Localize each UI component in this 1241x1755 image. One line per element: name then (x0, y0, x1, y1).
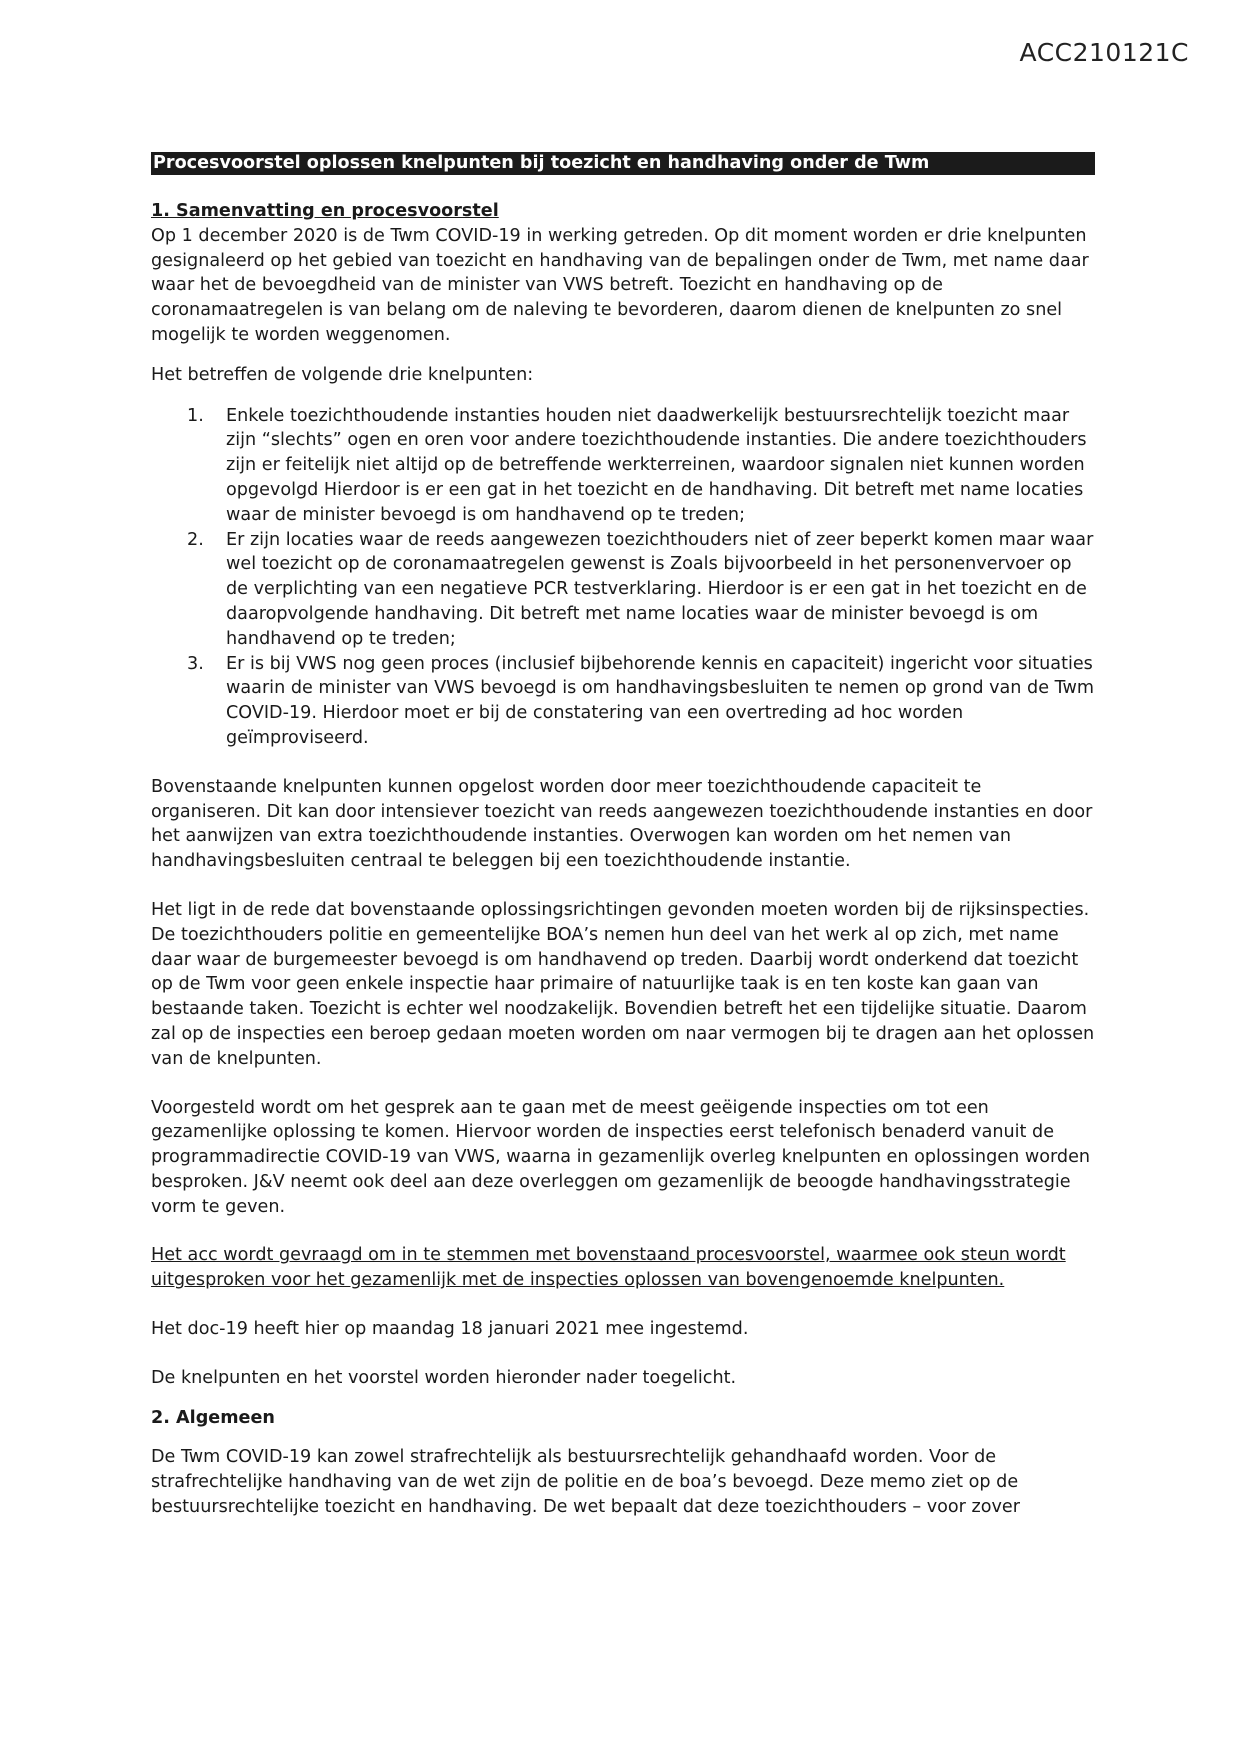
list-item (151, 528, 1095, 652)
document-body (151, 152, 1095, 1520)
paragraph-solution: Bovenstaande knelpunten kunnen opgelost worden door meer toezichthoudende capaciteit te organiseren. Dit kan door intensiever toezicht van reeds aangewezen toezichthoudende instanties en door het aanwijzen van extra toezichthoudende instanties. Overwogen kan worden om het nemen van handhavingsbesluiten centraal te beleggen bij een toezichthoudende instantie. (151, 776, 1093, 872)
paragraph-request: Het acc wordt gevraagd om in te stemmen met bovenstaand procesvoorstel, waarmee ook steun wordt uitgesproken voor het gezamenlijk met de inspecties oplossen van bovengenoemde knelpunten. (151, 1245, 1066, 1291)
list-item-number: 1. (187, 405, 204, 426)
section-2-heading: 2. Algemeen (151, 1407, 275, 1428)
paragraph-doc19: Het doc-19 heeft hier op maandag 18 januari 2021 mee ingestemd. (151, 1319, 749, 1340)
knelpunten-list (151, 404, 1095, 751)
list-item-number: 2. (187, 529, 204, 550)
list-intro: Het betreffen de volgende drie knelpunten: (151, 364, 534, 385)
list-item-text: Enkele toezichthoudende instanties houden niet daadwerkelijk bestuursrechtelijk toezicht maar zijn “slechts” ogen en oren voor andere toezichthoudende instanties. Die andere toezichthouders zijn er feitelijk niet altijd op de betreffende werkterreinen, waardoor signalen niet kunnen worden opgevolgd Hierdoor is er een gat in het toezicht en de handhaving. Dit betreft met name locaties waar de minister bevoegd is om handhavend op te treden; (226, 405, 1087, 525)
list-item (151, 404, 1095, 528)
section-1-intro: Op 1 december 2020 is de Twm COVID-19 in werking getreden. Op dit moment worden er drie knelpunten gesignaleerd op het gebied van toezicht en handhaving van de bepalingen onder de Twm, met name daar waar het de bevoegdheid van de minister van VWS betreft. Toezicht en handhaving op de coronamaatregelen is van belang om de naleving te bevorderen, daarom dienen de knelpunten zo snel mogelijk te worden weggenomen. (151, 225, 1089, 345)
paragraph-inspections: Het ligt in de rede dat bovenstaande oplossingsrichtingen gevonden moeten worden bij de rijksinspecties. De toezichthouders politie en gemeentelijke BOA’s nemen hun deel van het werk al op zich, met name daar waar de burgemeester bevoegd is om handhavend op treden. Daarbij wordt onderkend dat toezicht op de Twm voor geen enkele inspectie haar primaire of natuurlijke taak is en ten koste kan gaan van bestaande taken. Toezicht is echter wel noodzakelijk. Bovendien betreft het een tijdelijke situatie. Daarom zal op de inspecties een beroep gedaan moeten worden om naar vermogen bij te dragen aan het oplossen van de knelpunten. (151, 899, 1095, 1069)
list-item-number: 3. (187, 653, 204, 674)
list-item-text: Er is bij VWS nog geen proces (inclusief bijbehorende kennis en capaciteit) ingericht voor situaties waarin de minister van VWS bevoegd is om handhavingsbesluiten te nemen op grond van de Twm COVID-19. Hierdoor moet er bij de constatering van een overtreding ad hoc worden geïmproviseerd. (226, 653, 1094, 748)
document-title: Procesvoorstel oplossen knelpunten bij toezicht en handhaving onder de Twm (151, 152, 1095, 175)
list-item (151, 652, 1095, 751)
paragraph-below: De knelpunten en het voorstel worden hieronder nader toegelicht. (151, 1367, 737, 1388)
paragraph-proposal: Voorgesteld wordt om het gesprek aan te gaan met de meest geëigende inspecties om tot een gezamenlijke oplossing te komen. Hiervoor worden de inspecties eerst telefonisch benaderd vanuit de programmadirectie COVID-19 van VWS, waarna in gezamenlijk overleg knelpunten en oplossingen worden besproken. J&V neemt ook deel aan deze overleggen om gezamenlijk de beoogde handhavingsstrategie vorm te geven. (151, 1097, 1091, 1217)
document-code: ACC210121C (1019, 38, 1189, 67)
list-item-text: Er zijn locaties waar de reeds aangewezen toezichthouders niet of zeer beperkt komen maar waar wel toezicht op de coronamaatregelen gewenst is Zoals bijvoorbeeld in het personenvervoer op de verplichting van een negatieve PCR testverklaring. Hierdoor is er een gat in het toezicht en de daaropvolgende handhaving. Dit betreft met name locaties waar de minister bevoegd is om handhavend op te treden; (226, 529, 1094, 649)
section-1-heading: 1. Samenvatting en procesvoorstel (151, 201, 499, 221)
section-2-text: De Twm COVID-19 kan zowel strafrechtelijk als bestuursrechtelijk gehandhaafd worden. Voor de strafrechtelijke handhaving van de wet zijn de politie en de boa’s bevoegd. Deze memo ziet op de bestuursrechtelijke toezicht en handhaving. De wet bepaalt dat deze toezichthouders – voor zover (151, 1447, 1020, 1518)
